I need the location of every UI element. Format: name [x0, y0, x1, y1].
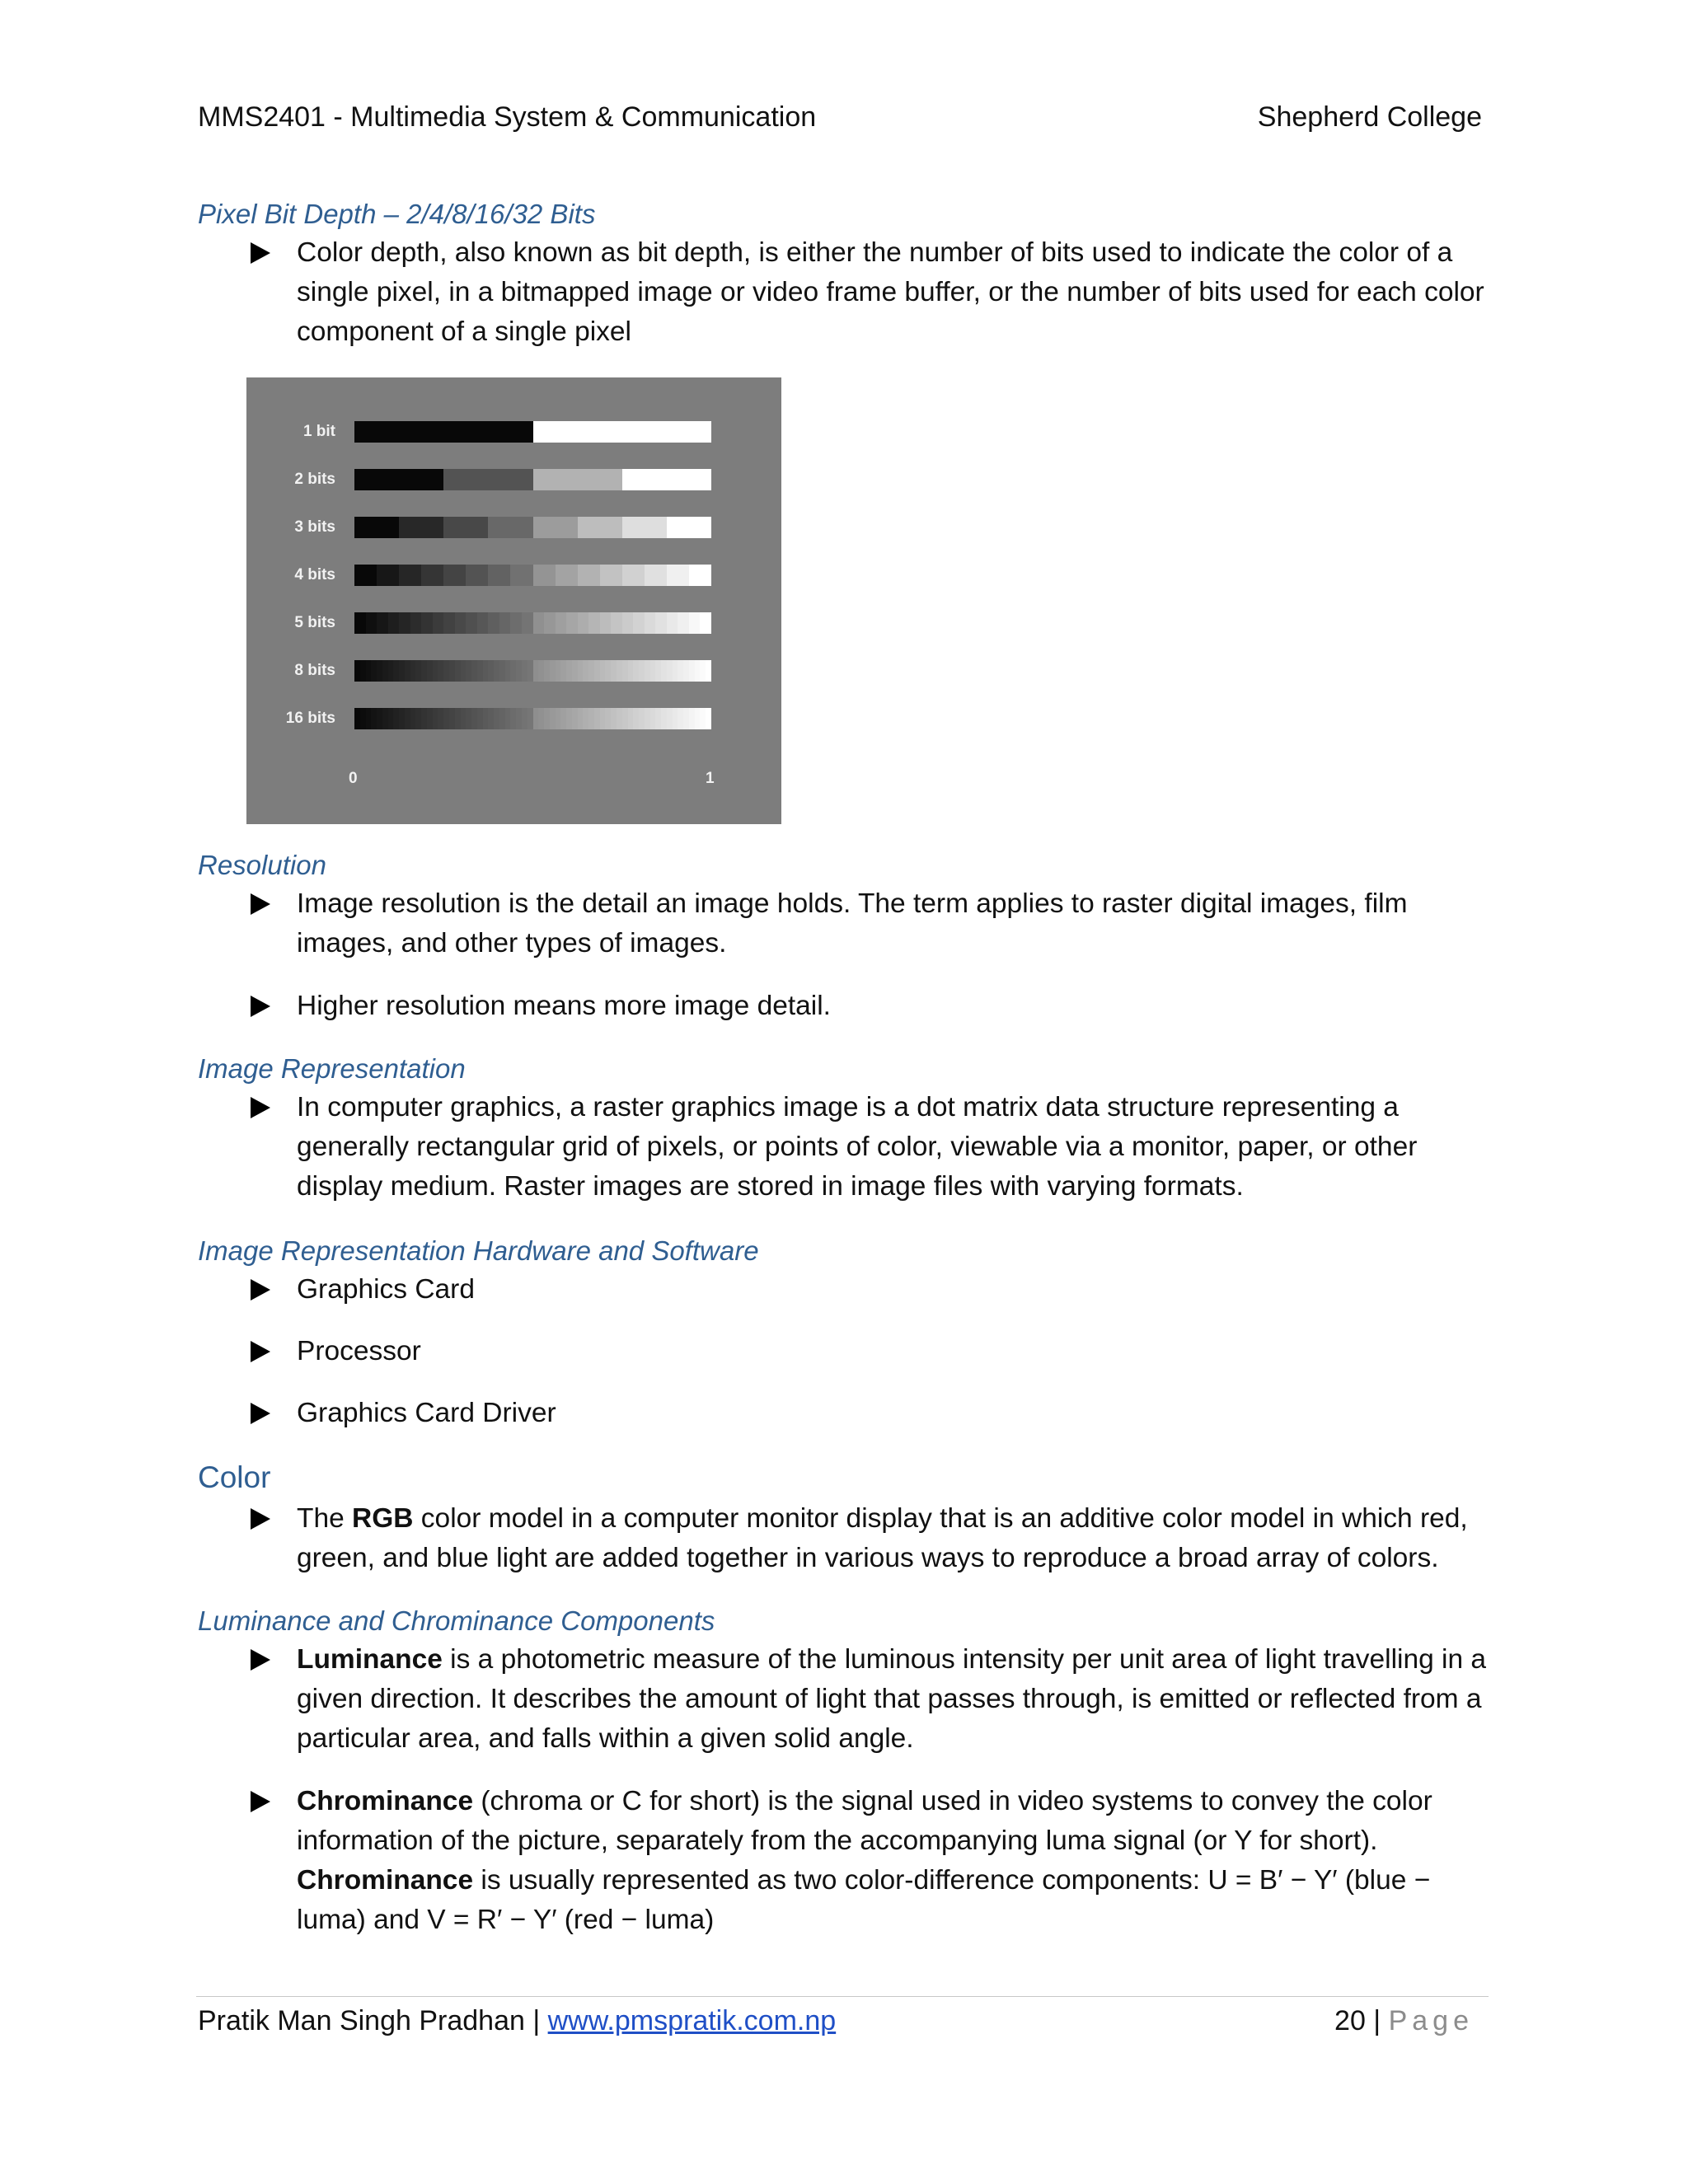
gray-level-segment: [594, 708, 600, 729]
gray-level-segment: [538, 660, 544, 682]
gray-level-segment: [583, 660, 588, 682]
gray-level-segment: [572, 660, 578, 682]
gray-level-segment: [494, 660, 499, 682]
bullet-arrow-icon: [247, 1339, 272, 1364]
gray-level-segment: [438, 660, 443, 682]
gray-level-segment: [455, 612, 467, 634]
gray-level-segment: [410, 660, 416, 682]
gray-level-segment: [611, 660, 617, 682]
gray-level-segment: [578, 660, 584, 682]
gray-level-segment: [477, 612, 489, 634]
gray-level-segment: [466, 612, 477, 634]
gray-level-segment: [650, 708, 656, 729]
gray-level-segment: [622, 565, 645, 586]
bit-depth-bar: [354, 421, 711, 443]
gray-level-segment: [700, 612, 711, 634]
gray-level-segment: [510, 708, 516, 729]
gray-level-segment: [488, 517, 532, 538]
bullet-arrow-icon: [247, 1095, 272, 1120]
gray-level-segment: [382, 660, 388, 682]
gray-level-segment: [443, 708, 449, 729]
gray-level-segment: [522, 708, 528, 729]
gray-level-segment: [560, 708, 566, 729]
gray-level-segment: [471, 708, 477, 729]
gray-level-segment: [466, 708, 471, 729]
gray-level-segment: [667, 517, 711, 538]
gray-level-segment: [611, 612, 622, 634]
gray-level-segment: [399, 565, 421, 586]
gray-level-segment: [600, 660, 606, 682]
gray-level-segment: [528, 660, 533, 682]
bit-depth-label: 8 bits: [294, 662, 335, 679]
gray-level-segment: [354, 660, 360, 682]
gray-level-segment: [622, 612, 634, 634]
gray-level-segment: [371, 708, 377, 729]
gray-level-segment: [377, 708, 382, 729]
gray-level-segment: [488, 660, 494, 682]
bullet-arrow-icon: [247, 1647, 272, 1672]
gray-level-segment: [645, 612, 656, 634]
gray-level-segment: [516, 708, 522, 729]
gray-level-segment: [399, 517, 443, 538]
heading-color: Color: [198, 1460, 271, 1494]
gray-level-segment: [488, 708, 494, 729]
gray-level-segment: [678, 660, 683, 682]
gray-level-segment: [655, 708, 661, 729]
gray-level-segment: [578, 708, 584, 729]
gray-level-segment: [461, 660, 467, 682]
gray-level-segment: [639, 708, 645, 729]
gray-level-segment: [566, 612, 578, 634]
gray-level-segment: [405, 708, 410, 729]
bullet-arrow-icon: [247, 1507, 272, 1531]
gray-level-segment: [399, 612, 410, 634]
bullet-text: In computer graphics, a raster graphics image is a dot matrix data structure representing a generally rectangular grid of pixels, or points of color, viewable via a monitor, paper, or other display medium. Raster images are stored in image files with varying formats.: [297, 1092, 1418, 1202]
gray-level-segment: [538, 708, 544, 729]
gray-level-segment: [578, 565, 600, 586]
gray-level-segment: [583, 708, 588, 729]
gray-level-segment: [689, 708, 695, 729]
gray-level-segment: [683, 660, 689, 682]
gray-level-segment: [488, 565, 510, 586]
gray-level-segment: [443, 565, 466, 586]
footer-website-link[interactable]: www.pmspratik.com.np: [547, 2005, 837, 2036]
bit-depth-label: 2 bits: [294, 471, 335, 488]
bold-term: RGB: [352, 1503, 414, 1534]
gray-level-segment: [605, 660, 611, 682]
gray-level-segment: [661, 708, 667, 729]
gray-level-segment: [544, 708, 550, 729]
gray-level-segment: [443, 469, 532, 490]
gray-level-segment: [449, 708, 455, 729]
gray-level-segment: [566, 660, 572, 682]
gray-level-segment: [533, 421, 712, 443]
header-college: Shepherd College: [1257, 101, 1482, 133]
gray-level-segment: [466, 565, 488, 586]
gray-level-segment: [572, 708, 578, 729]
gray-level-segment: [678, 708, 683, 729]
gray-level-segment: [388, 708, 394, 729]
gray-level-segment: [544, 612, 556, 634]
list-item: Graphics Card Driver: [297, 1398, 556, 1428]
bit-depth-label: 16 bits: [285, 710, 335, 727]
gray-level-segment: [449, 660, 455, 682]
gray-level-segment: [605, 708, 611, 729]
bit-depth-label: 4 bits: [294, 566, 335, 583]
gray-level-segment: [354, 708, 360, 729]
bit-depth-bar: [354, 469, 711, 490]
gray-level-segment: [427, 708, 433, 729]
gray-level-segment: [499, 660, 505, 682]
bit-depth-label: 3 bits: [294, 518, 335, 536]
bit-depth-figure: [246, 377, 781, 824]
gray-level-segment: [471, 660, 477, 682]
gray-level-segment: [421, 565, 443, 586]
bullet-arrow-icon: [247, 241, 272, 265]
bullet-arrow-icon: [247, 1277, 272, 1302]
gray-level-segment: [421, 708, 427, 729]
footer-author: Pratik Man Singh Pradhan | www.pmspratik.com.np: [198, 2005, 837, 2036]
gray-level-segment: [667, 565, 689, 586]
gray-level-segment: [433, 660, 438, 682]
gray-level-segment: [415, 708, 421, 729]
gray-level-segment: [522, 660, 528, 682]
bold-term: Luminance: [297, 1644, 443, 1675]
gray-level-segment: [655, 660, 661, 682]
bit-depth-bar: [354, 517, 711, 538]
gray-level-segment: [622, 517, 667, 538]
page-number: 20: [1334, 2005, 1366, 2036]
bullet-text: Higher resolution means more image detail.: [297, 991, 831, 1021]
gray-level-segment: [600, 612, 612, 634]
gray-level-segment: [477, 660, 483, 682]
gray-level-segment: [499, 612, 511, 634]
gray-level-segment: [550, 708, 556, 729]
axis-label-max: 1: [706, 770, 715, 787]
gray-level-segment: [371, 660, 377, 682]
gray-level-segment: [516, 660, 522, 682]
gray-level-segment: [594, 660, 600, 682]
gray-level-segment: [673, 708, 678, 729]
gray-level-segment: [366, 612, 377, 634]
footer-divider: [196, 1996, 1489, 1997]
bold-term: Chrominance: [297, 1786, 474, 1816]
gray-level-segment: [410, 708, 416, 729]
gray-level-segment: [377, 660, 382, 682]
gray-level-segment: [617, 708, 622, 729]
gray-level-segment: [639, 660, 645, 682]
gray-level-segment: [633, 612, 645, 634]
bullet-arrow-icon: [247, 1789, 272, 1814]
gray-level-segment: [354, 469, 443, 490]
gray-level-segment: [700, 708, 706, 729]
gray-level-segment: [499, 708, 505, 729]
gray-level-segment: [556, 612, 567, 634]
bullet-text: Chrominance (chroma or C for short) is the signal used in video systems to convey the color information of the picture, separately from the accompanying luma signal (or Y for short). Chrominance is usually represented as two color-difference components: U = B′ − Y′ (blue − luma) and V = R′ − Y′ (red − luma): [297, 1786, 1432, 1935]
heading-pixel-bit-depth: Pixel Bit Depth – 2/4/8/16/32 Bits: [198, 199, 596, 229]
gray-level-segment: [354, 612, 366, 634]
gray-level-segment: [360, 708, 366, 729]
gray-level-segment: [510, 565, 532, 586]
gray-level-segment: [477, 708, 483, 729]
gray-level-segment: [645, 708, 650, 729]
gray-level-segment: [667, 660, 673, 682]
gray-level-segment: [488, 612, 499, 634]
gray-level-segment: [405, 660, 410, 682]
gray-level-segment: [366, 708, 372, 729]
gray-level-segment: [483, 660, 489, 682]
gray-level-segment: [533, 612, 545, 634]
gray-level-segment: [505, 660, 511, 682]
gray-level-segment: [443, 612, 455, 634]
gray-level-segment: [494, 708, 499, 729]
gray-level-segment: [388, 660, 394, 682]
footer-page-number: 20 | Page: [1334, 2005, 1474, 2036]
gray-level-segment: [443, 517, 488, 538]
gray-level-segment: [633, 708, 639, 729]
gray-level-segment: [510, 660, 516, 682]
gray-level-segment: [655, 612, 667, 634]
bullet-text: Image resolution is the detail an image holds. The term applies to raster digital images, film images, and other types of images.: [297, 888, 1408, 958]
bullet-text: Color depth, also known as bit depth, is either the number of bits used to indicate the color of a single pixel, in a bitmapped image or video frame buffer, or the number of bits used for each color component of a single pixel: [297, 237, 1484, 347]
header-course-title: MMS2401 - Multimedia System & Communication: [198, 101, 817, 133]
gray-level-segment: [438, 708, 443, 729]
gray-level-segment: [611, 708, 617, 729]
axis-label-min: 0: [349, 770, 358, 787]
gray-level-segment: [533, 708, 539, 729]
bullet-arrow-icon: [247, 1401, 272, 1426]
gray-level-segment: [628, 660, 634, 682]
heading-luminance-chrominance: Luminance and Chrominance Components: [198, 1605, 715, 1636]
gray-level-segment: [388, 612, 400, 634]
gray-level-segment: [415, 660, 421, 682]
gray-level-segment: [533, 469, 622, 490]
gray-level-segment: [556, 708, 561, 729]
gray-level-segment: [622, 708, 628, 729]
gray-level-segment: [588, 612, 600, 634]
gray-level-segment: [377, 612, 388, 634]
gray-level-segment: [505, 708, 511, 729]
gray-level-segment: [421, 612, 433, 634]
gray-level-segment: [354, 421, 533, 443]
bit-depth-bar: [354, 660, 711, 682]
gray-level-segment: [550, 660, 556, 682]
bit-depth-label: 5 bits: [294, 614, 335, 631]
gray-level-segment: [393, 708, 399, 729]
gray-level-segment: [566, 708, 572, 729]
gray-level-segment: [533, 565, 556, 586]
heading-hardware-software: Image Representation Hardware and Software: [198, 1235, 759, 1266]
gray-level-segment: [483, 708, 489, 729]
gray-level-segment: [560, 660, 566, 682]
gray-level-segment: [455, 708, 461, 729]
gray-level-segment: [706, 708, 711, 729]
gray-level-segment: [667, 612, 678, 634]
gray-level-segment: [522, 612, 533, 634]
gray-level-segment: [528, 708, 533, 729]
bit-depth-bar: [354, 565, 711, 586]
gray-level-segment: [689, 565, 711, 586]
bold-term: Chrominance: [297, 1865, 474, 1896]
gray-level-segment: [578, 612, 589, 634]
gray-level-segment: [533, 517, 578, 538]
gray-level-segment: [689, 660, 695, 682]
list-item: Processor: [297, 1336, 421, 1366]
gray-level-segment: [617, 660, 622, 682]
gray-level-segment: [399, 660, 405, 682]
gray-level-segment: [628, 708, 634, 729]
gray-level-segment: [667, 708, 673, 729]
bit-depth-label: 1 bit: [302, 423, 335, 440]
bit-depth-bar: [354, 708, 711, 729]
gray-level-segment: [706, 660, 711, 682]
gray-level-segment: [622, 660, 628, 682]
heading-resolution: Resolution: [198, 850, 326, 880]
list-item: Graphics Card: [297, 1274, 475, 1305]
bullet-arrow-icon: [247, 994, 272, 1019]
gray-level-segment: [433, 708, 438, 729]
heading-image-representation: Image Representation: [198, 1053, 466, 1084]
gray-level-segment: [461, 708, 467, 729]
gray-level-segment: [466, 660, 471, 682]
gray-level-segment: [360, 660, 366, 682]
gray-level-segment: [689, 612, 701, 634]
bit-depth-bar: [354, 612, 711, 634]
bullet-text: The RGB color model in a computer monitor display that is an additive color model in which red, green, and blue light are added together in various ways to reproduce a broad array of colors.: [297, 1503, 1468, 1573]
gray-level-segment: [588, 660, 594, 682]
gray-level-segment: [377, 565, 399, 586]
bullet-arrow-icon: [247, 892, 272, 916]
gray-level-segment: [645, 660, 650, 682]
gray-level-segment: [633, 660, 639, 682]
gray-level-segment: [427, 660, 433, 682]
bullet-text: Luminance is a photometric measure of the luminous intensity per unit area of light travelling in a given direction. It describes the amount of light that passes through, is emitted or reflected from a particular area, and falls within a given solid angle.: [297, 1644, 1487, 1754]
gray-level-segment: [533, 660, 539, 682]
gray-level-segment: [382, 708, 388, 729]
gray-level-segment: [410, 612, 422, 634]
gray-level-segment: [578, 517, 622, 538]
gray-level-segment: [544, 660, 550, 682]
gray-level-segment: [510, 612, 522, 634]
gray-level-segment: [443, 660, 449, 682]
gray-level-segment: [600, 708, 606, 729]
gray-level-segment: [354, 565, 377, 586]
gray-level-segment: [695, 660, 701, 682]
gray-level-segment: [421, 660, 427, 682]
gray-level-segment: [650, 660, 656, 682]
gray-level-segment: [622, 469, 711, 490]
gray-level-segment: [661, 660, 667, 682]
gray-level-segment: [455, 660, 461, 682]
gray-level-segment: [399, 708, 405, 729]
gray-level-segment: [695, 708, 701, 729]
gray-level-segment: [556, 565, 578, 586]
gray-level-segment: [678, 612, 689, 634]
gray-level-segment: [556, 660, 561, 682]
gray-level-segment: [683, 708, 689, 729]
gray-level-segment: [645, 565, 667, 586]
gray-level-segment: [700, 660, 706, 682]
gray-level-segment: [588, 708, 594, 729]
gray-level-segment: [673, 660, 678, 682]
gray-level-segment: [366, 660, 372, 682]
gray-level-segment: [354, 517, 399, 538]
gray-level-segment: [433, 612, 444, 634]
gray-level-segment: [393, 660, 399, 682]
gray-level-segment: [600, 565, 622, 586]
